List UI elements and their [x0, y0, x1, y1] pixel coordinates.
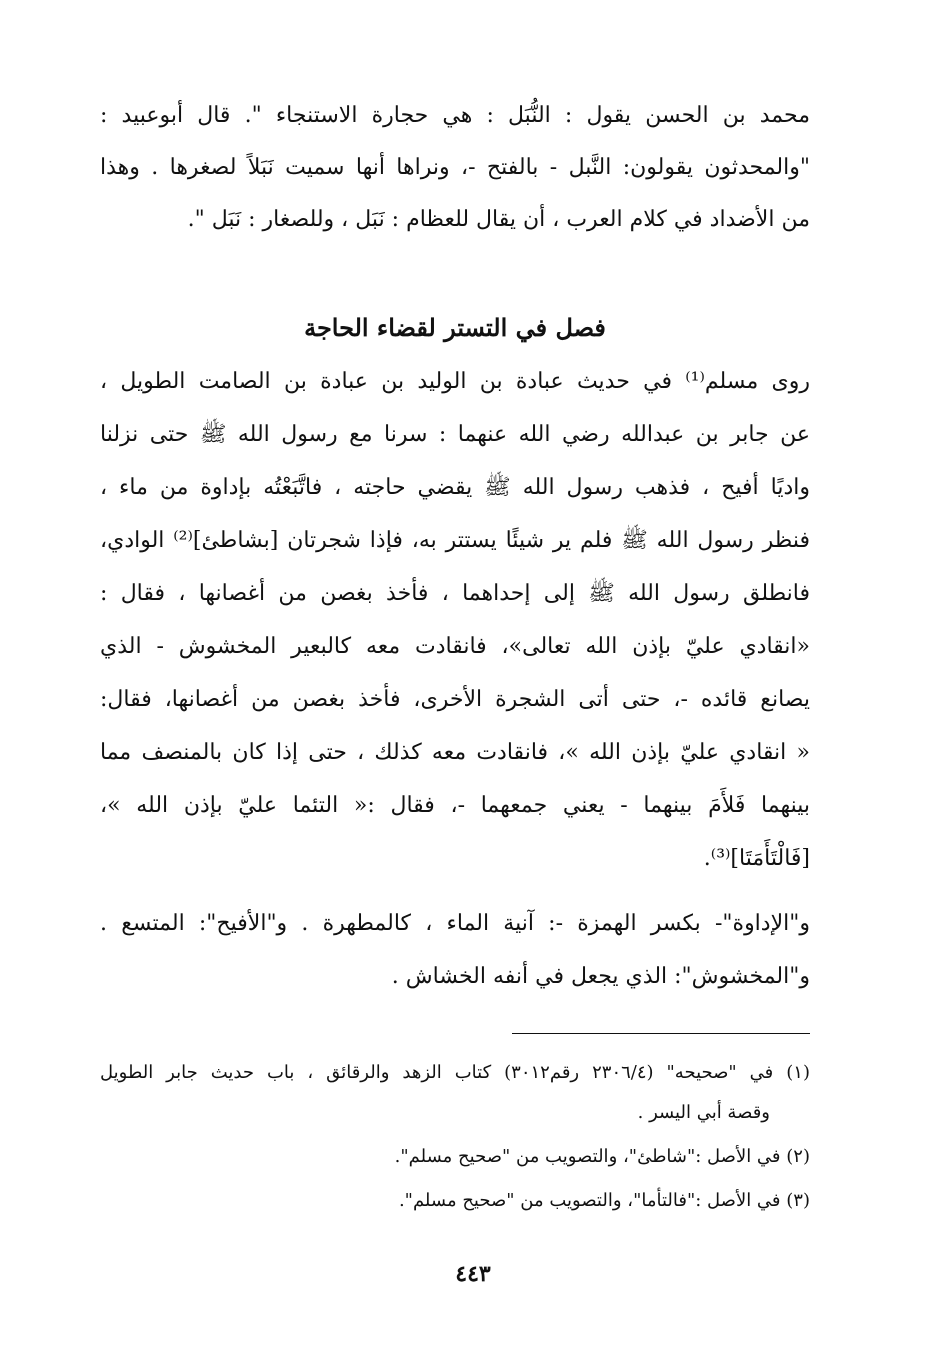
body-line-4: فنظر رسول الله ﷺ فلم ير شيئًا يستتر به، فإذا شجرتان [بشاطئ]⁽²⁾ الوادي،	[100, 528, 810, 553]
body-line-7: يصانع قائده -، حتى أتى الشجرة الأخرى، فأخذ بغصن من أغصانها، فقال:	[100, 687, 810, 712]
footnote-1-line-1: (١) في "صحيحه" (٢٣٠٦/٤ رقم٣٠١٢) كتاب الزهد والرقائق ، باب حديث جابر الطويل	[100, 1062, 810, 1083]
body-line-9: بينهما فَلأَمَ بينهما - يعني جمعهما -، فقال :« التئما عليّ بإذن الله »،	[100, 793, 810, 818]
body-line-10: [فَالْتَأَمَتَا]⁽³⁾.	[703, 846, 810, 871]
intro-line-3: من الأضداد في كلام العرب ، أن يقال للعظام : نَبَل ، وللصغار : نَبَل ".	[187, 207, 810, 232]
gloss-line-1: و"الإداوة"- بكسر الهمزة -: آنية الماء ، كالمطهرة . و"الأفيح": المتسع .	[100, 911, 810, 936]
body-line-6: «انقادي عليّ بإذن الله تعالى»، فانقادت معه كالبعير المخشوش - الذي	[100, 634, 810, 659]
intro-line-2: "والمحدثون يقولون: النَّبل - بالفتح -، ونراها أنها سميت نَبَلاً لصغرها . وهذا	[100, 155, 810, 180]
intro-line-1: محمد بن الحسن يقول : النُّبَل : هي حجارة الاستنجاء ". قال أبوعبيد :	[100, 103, 810, 128]
body-line-2: عن جابر بن عبدالله رضي الله عنهما : سرنا مع رسول الله ﷺ حتى نزلنا	[100, 422, 810, 447]
footnote-2: (٢) في الأصل :"شاطئ"، والتصويب من "صحيح مسلم".	[394, 1146, 810, 1167]
body-line-3: واديًا أفيح ، فذهب رسول الله ﷺ يقضي حاجته ، فاتَّبَعْتُه بإداوة من ماء ،	[100, 475, 810, 500]
body-line-8: « انقادي عليّ بإذن الله »، فانقادت معه كذلك ، حتى إذا كان بالمنصف مما	[100, 740, 810, 765]
section-heading: فصل في التستر لقضاء الحاجة	[304, 313, 606, 342]
body-line-5: فانطلق رسول الله ﷺ إلى إحداهما ، فأخذ بغصن من أغصانها ، فقال :	[100, 581, 810, 606]
footnote-1-line-2: وقصة أبي اليسر .	[637, 1102, 770, 1123]
footnote-3: (٣) في الأصل :"فالتأما"، والتصويب من "صحيح مسلم".	[398, 1190, 810, 1211]
body-line-1: روى مسلم⁽¹⁾ في حديث عبادة بن الوليد بن عبادة بن الصامت الطويل ،	[100, 369, 810, 394]
page-number: ٤٤٣	[455, 1261, 491, 1287]
gloss-line-2: و"المخشوش": الذي يجعل في أنفه الخشاش .	[391, 964, 810, 989]
footnote-separator	[512, 1033, 810, 1034]
